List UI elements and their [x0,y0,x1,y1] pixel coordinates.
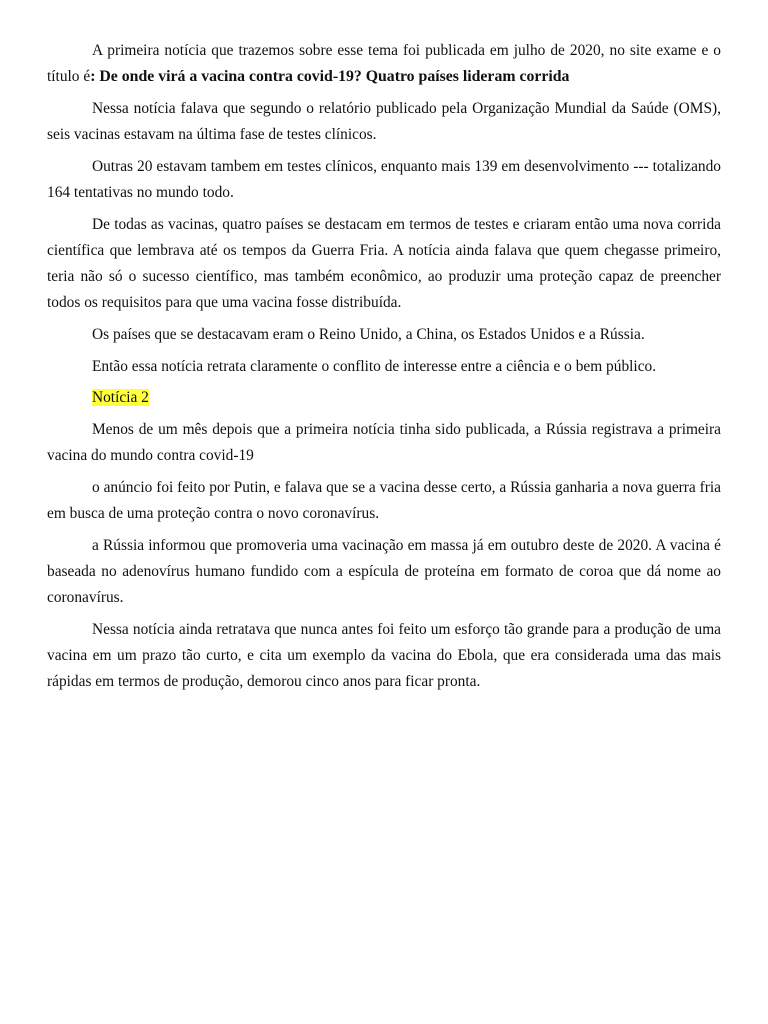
paragraph-7: Menos de um mês depois que a primeira notícia tinha sido publicada, a Rússia registrava a primeira vacina do mundo contra covid-19 [47,421,721,465]
paragraph-1 [47,38,721,90]
paragraph-6: Então essa notícia retrata claramente o conflito de interesse entre a ciência e o bem público. [92,357,657,375]
paragraph-4: De todas as vacinas, quatro países se destacam em termos de testes e criaram então uma nova corrida científica que lembrava até os tempos da Guerra Fria. A notícia ainda falava que quem chegasse primeiro, teria não só o sucesso científico, mas também econômico, ao produzir uma proteção capaz de preencher todos os requisitos para que uma vacina fosse distribuída. [47,215,721,312]
paragraph-3: Outras 20 estavam tambem em testes clínicos, enquanto mais 139 em desenvolvimento --- totalizando 164 tentativas no mundo todo. [47,157,721,202]
highlighted-label: Notícia 2 [92,389,149,407]
paragraph-5: Os países que se destacavam eram o Reino Unido, a China, os Estados Unidos e a Rússia. [92,326,645,344]
paragraph-1-text: A primeira notícia que trazemos sobre esse tema foi publicada em julho de 2020, no site exame e o título é [47,42,721,86]
paragraph-10: Nessa notícia ainda retratava que nunca antes foi feito um esforço tão grande para a produção de uma vacina em um prazo tão curto, e cita um exemplo da vacina do Ebola, que era considerada uma das mais rápidas em termos de produção, demorou cinco anos para ficar pronta. [47,621,721,691]
paragraph-9: a Rússia informou que promoveria uma vacinação em massa já em outubro deste de 2020. A vacina é baseada no adenovírus humano fundido com a espícula de proteína em formato de coroa que dá nome ao coronavírus. [47,536,721,607]
document-page [47,38,721,701]
section-heading-noticia-2 [47,385,721,411]
paragraph-2: Nessa notícia falava que segundo o relatório publicado pela Organização Mundial da Saúde (OMS), seis vacinas estavam na última fase de testes clínicos. [47,99,721,144]
news-title: : De onde virá a vacina contra covid-19? Quatro países lideram corrida [90,68,570,86]
paragraph-8: o anúncio foi feito por Putin, e falava que se a vacina desse certo, a Rússia ganharia a nova guerra fria em busca de uma proteção contra o novo coronavírus. [47,479,721,523]
